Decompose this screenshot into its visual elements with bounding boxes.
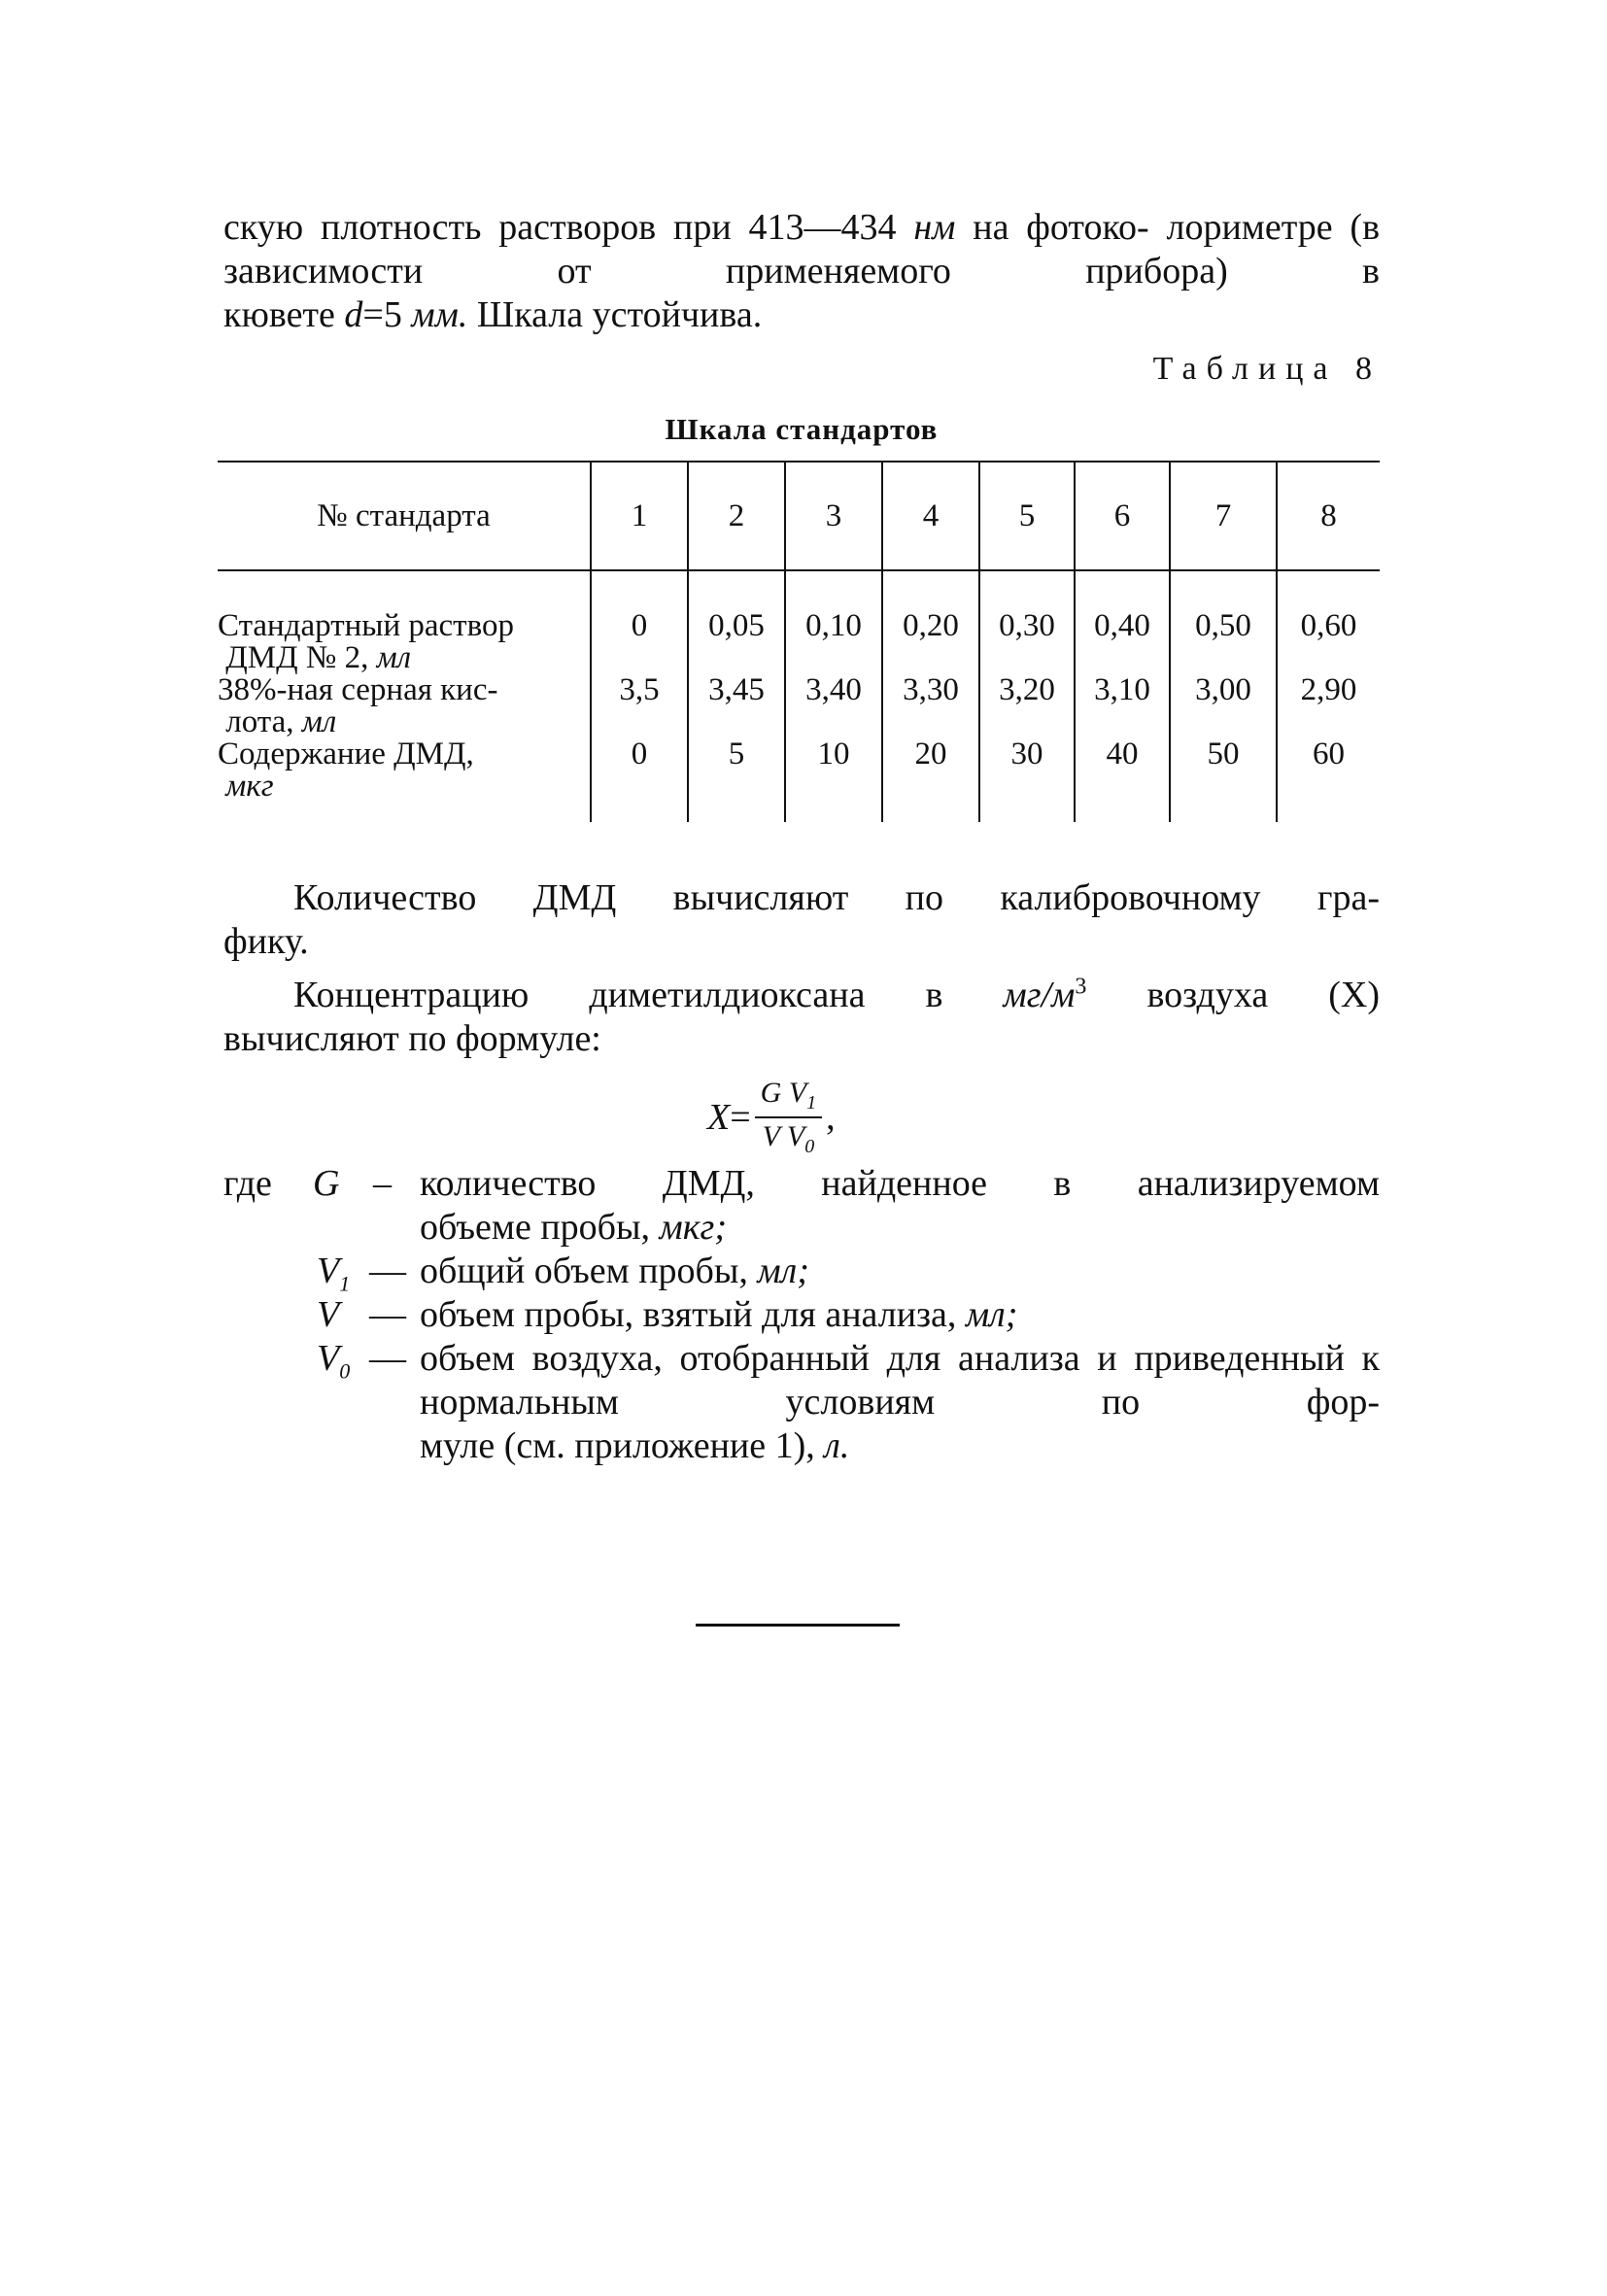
table-cell: 5 [688, 738, 785, 822]
table-row [218, 738, 1380, 822]
table-cell: 50 [1170, 738, 1277, 822]
table-row [218, 674, 1380, 738]
formula-equals: = [730, 1097, 751, 1138]
where-dash: — [369, 1338, 406, 1379]
table-number: Таблица 8 [1152, 351, 1382, 387]
formula-numerator: G $V_1$ [760, 1077, 817, 1114]
table-cell: 0,05 [688, 570, 785, 674]
calibration-paragraph [223, 876, 1380, 964]
intro-line-3: кювете d=5 мм. Шкала устойчива. [223, 294, 763, 335]
table-cell: 3,20 [979, 674, 1075, 738]
table-cell: 0,30 [979, 570, 1075, 674]
table-cell: 3,00 [1170, 674, 1277, 738]
table-cell: 2,90 [1277, 674, 1380, 738]
column-header: 4 [882, 462, 979, 570]
table-title: Шкала стандартов [665, 412, 939, 446]
table-cell: 60 [1277, 738, 1380, 822]
concentration-line-2: вычисляют по формуле: [223, 1017, 601, 1059]
table-cell: 0,60 [1277, 570, 1380, 674]
column-header: 7 [1170, 462, 1277, 570]
column-header: 5 [979, 462, 1075, 570]
table-cell: 0 [591, 570, 688, 674]
where-symbol-g: G [313, 1163, 340, 1204]
table-cell: 0,10 [785, 570, 882, 674]
column-header: 3 [785, 462, 882, 570]
formula-fraction [755, 1077, 823, 1158]
table-cell: 3,45 [688, 674, 785, 738]
column-header: 8 [1277, 462, 1380, 570]
where-symbol-v1: $V_1$ [317, 1251, 351, 1296]
where-dash: – [373, 1163, 392, 1204]
intro-line-2: лориметре (в зависимости от применяемого прибора) в [223, 207, 1381, 291]
header-standard-number: № стандарта [218, 462, 591, 570]
table-cell: 0 [591, 738, 688, 822]
formula-tail: , [826, 1097, 836, 1138]
table-cell: 10 [785, 738, 882, 822]
table-cell: 0,50 [1170, 570, 1277, 674]
column-header: 6 [1075, 462, 1170, 570]
end-divider [696, 1624, 900, 1627]
where-dash: — [369, 1251, 406, 1291]
where-definition-g: количество ДМД, найденное в анализируемом объеме пробы, мкг; [420, 1163, 1380, 1248]
where-definition-v: объем пробы, взятый для анализа, мл; [420, 1294, 1018, 1335]
table-cell: 3,10 [1075, 674, 1170, 738]
row-label: Содержание ДМД, мкг [218, 738, 591, 822]
table-cell: 3,30 [882, 674, 979, 738]
table-header-row [218, 462, 1380, 570]
where-symbol-v0: $V_0$ [317, 1338, 351, 1384]
where-intro: где [223, 1163, 272, 1204]
concentration-line-1: Концентрацию диметилдиоксана в $мг/м^3$ воздуха (X) [293, 974, 1381, 1015]
table-cell: 0,20 [882, 570, 979, 674]
column-header: 1 [591, 462, 688, 570]
calibration-line-1: Количество ДМД вычисляют по калибровочному гра- [293, 877, 1380, 918]
concentration-paragraph [223, 965, 1380, 1061]
where-definition-v0: объем воздуха, отобранный для анализа и приведенный к нормальным условиям по фор- муле (см. приложение 1), л. [420, 1338, 1380, 1466]
table-cell: 30 [979, 738, 1075, 822]
standards-table [218, 461, 1380, 822]
where-definition-v1: общий объем пробы, мл; [420, 1251, 809, 1291]
row-label: Стандартный раствор ДМД № 2, мл [218, 570, 591, 674]
concentration-formula [707, 1077, 836, 1158]
column-header: 2 [688, 462, 785, 570]
where-dash: — [369, 1294, 406, 1335]
table-cell: 20 [882, 738, 979, 822]
formula-denominator: V $V_0$ [762, 1120, 815, 1157]
intro-line-1: скую плотность растворов при 413—434 нм на фотоко- [223, 207, 1149, 248]
table-cell: 3,40 [785, 674, 882, 738]
table-cell: 0,40 [1075, 570, 1170, 674]
calibration-line-2: фику. [223, 921, 309, 962]
row-label: 38%-ная серная кис- лота, мл [218, 674, 591, 738]
intro-paragraph [223, 206, 1380, 337]
table-cell: 3,5 [591, 674, 688, 738]
table-row [218, 570, 1380, 674]
formula-lhs: X [707, 1097, 731, 1138]
table-cell: 40 [1075, 738, 1170, 822]
where-symbol-v: V [317, 1294, 340, 1335]
